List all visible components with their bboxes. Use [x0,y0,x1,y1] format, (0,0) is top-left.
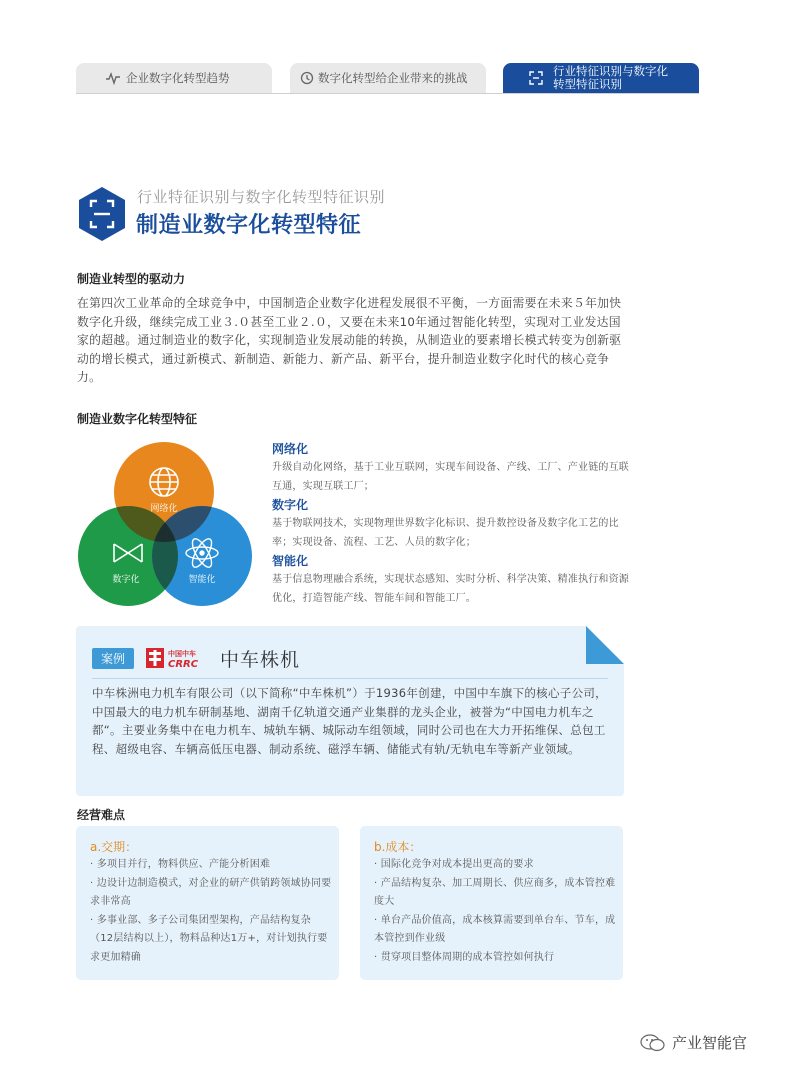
tab-label: 企业数字化转型趋势 [126,71,230,85]
section-title-difficulties: 经营难点 [77,808,126,822]
tab-challenges[interactable] [290,63,486,93]
list-item: · 多事业部、多子公司集团型架构，产品结构复杂（12层结构以上），物料品种达1万+，对计划执行要求更加精确 [90,914,328,963]
refresh-icon [300,71,314,85]
heading-subtitle: 行业特征识别与数字化转型特征识别 [137,188,386,206]
difficulty-list [374,856,616,967]
feature-heading: 智能化 [272,554,309,568]
difficulty-heading: a.交期： [90,840,138,854]
venn-label-intelligent: 智能化 [188,575,216,585]
pulse-icon [106,71,120,85]
divider [92,678,608,679]
feature-body: 基于信息物理融合系统，实现状态感知、实时分析、科学决策、精准执行和资源优化，打造智能产线、智能车间和智能工厂。 [272,574,629,604]
scan-icon [529,71,543,85]
corner-fold-icon [586,626,624,664]
watermark-text: 产业智能官 [672,1034,748,1052]
difficulty-delivery-box [76,826,339,980]
wechat-icon [640,1033,666,1053]
venn-label-digitized: 数字化 [112,575,140,585]
difficulty-list [90,856,332,967]
tab-digital-trend[interactable] [76,63,272,93]
feature-networked [272,441,632,496]
tab-bar [76,63,699,94]
list-item: · 国际化竞争对成本提出更高的要求 [374,859,534,870]
difficulty-heading: b.成本： [374,840,422,854]
logo-small-text: 中国中车 [168,650,196,658]
venn-diagram [76,440,256,612]
list-item: · 边设计边制造模式，对企业的研产供销跨领域协同要求非常高 [90,877,332,907]
feature-intelligent [272,553,632,608]
list-item: · 贯穿项目整体周期的成本管控如何执行 [374,951,555,963]
logo-en-text: CRRC [168,659,199,670]
feature-digitized [272,497,632,552]
scan-hexagon-icon [77,186,127,242]
tab-label-line2: 转型特征识别 [553,77,622,91]
section-title-features: 制造业数字化转型特征 [77,412,198,426]
tab-label [553,65,668,91]
feature-body: 升级自动化网络，基于工业互联网，实现车间设备、产线、工厂、产业链的互联互通，实现互联工厂； [272,462,629,492]
venn-label-networked: 网络化 [150,504,178,514]
list-item: · 多项目并行，物料供应、产能分析困难 [90,859,271,870]
tab-feature-identification[interactable] [503,63,699,93]
case-description: 中车株洲电力机车有限公司（以下简称“中车株机”）于1936年创建，中国中车旗下的核心子公司，中国最大的电力机车研制基地、湖南千亿轨道交通产业集群的龙头企业，被誉为“中国电力机车之都“。主要业务集中在电力机车、城轨车辆、城际动车组领域，同时公司也在大力开拓维保、总包工程、超级电容、车辆高低压电器、制动系统、磁浮车辆、储能式有轨/无轨电车等新产业领域。 [92,686,607,756]
tab-label: 数字化转型给企业带来的挑战 [318,71,468,85]
tab-label-line1: 行业特征识别与数字化 [553,64,668,78]
feature-heading: 网络化 [272,442,309,456]
company-name: 中车株机 [220,649,301,671]
list-item: · 单台产品价值高，成本核算需要到单台车、节车，成本管控到作业级 [374,914,616,944]
crrc-logo [146,645,216,671]
case-badge: 案例 [92,648,134,669]
watermark [640,1032,747,1053]
drivers-paragraph: 在第四次工业革命的全球竞争中，中国制造企业数字化进程发展很不平衡，一方面需要在未来５年加快数字化升级，继续完成工业３.０甚至工业２.０，又要在未来10年通过智能化转型，实现对工业发达国家的超越。通过制造业的数字化，实现制造业发展动能的转换，从制造业的要素增长模式转变为创新驱动的增长模式，通过新模式、新制造、新能力、新产品、新平台，提升制造业数字化时代的核心竞争力。 [77,296,622,384]
feature-heading: 数字化 [272,498,309,512]
section-title-drivers: 制造业转型的驱动力 [77,272,186,286]
feature-body: 基于物联网技术，实现物理世界数字化标识、提升数控设备及数字化工艺的比率；实现设备、流程、工艺、人员的数字化； [272,518,619,548]
case-box [76,626,624,796]
page-title: 制造业数字化转型特征 [136,213,362,238]
list-item: · 产品结构复杂、加工周期长、供应商多，成本管控难度大 [374,877,616,907]
difficulty-cost-box [360,826,623,980]
